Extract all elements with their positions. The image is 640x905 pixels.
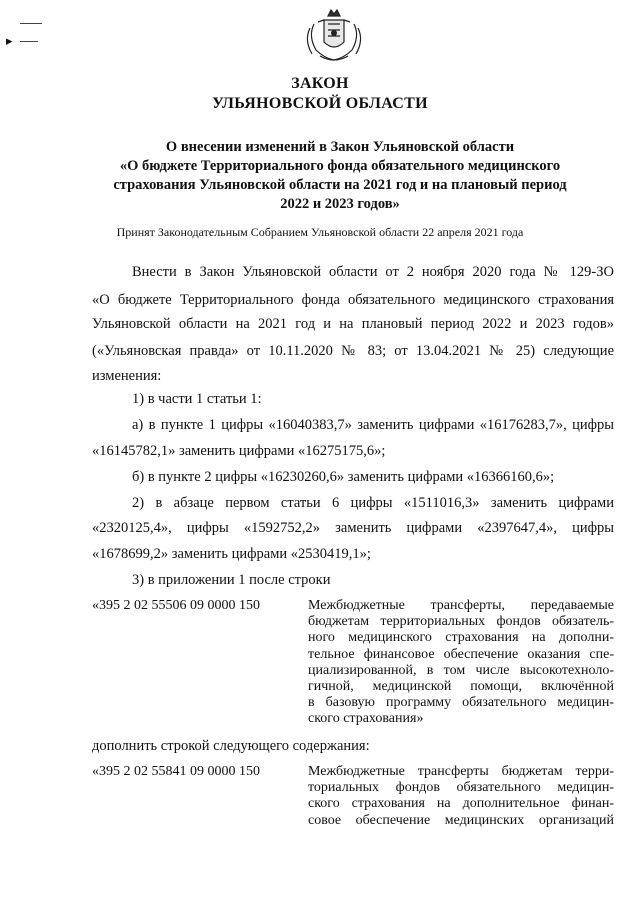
body-line: «16145782,1» заменить цифрами «16275175,6»;: [92, 443, 386, 459]
body-line: б) в пункте 2 цифры «16230260,6» заменить цифрами «16366160,6»;: [132, 469, 555, 485]
description-line: гичной, медицинской помощи, включённой: [308, 679, 614, 695]
description-line: циализированной, в том числе высокотехноло-: [308, 662, 614, 678]
law-title: [0, 74, 640, 114]
description-line: в базовую программу обязательного медицин-: [308, 695, 614, 711]
law-subject: [70, 138, 610, 214]
coat-of-arms-emblem: [302, 6, 366, 66]
body-line: 2) в абзаце первом статьи 6 цифры «1511016,3» заменить цифрами: [132, 495, 614, 511]
description-line: тельное финансовое обеспечение оказания спе-: [308, 646, 614, 662]
body-line: «1678699,2» заменить цифрами «2530419,1»;: [92, 546, 371, 562]
body-line: «2320125,4», цифры «1592752,2» заменить цифрами «2397647,4», цифры: [92, 520, 614, 536]
body-line: 1) в части 1 статьи 1:: [132, 391, 262, 407]
law-title-line: ЗАКОН: [291, 75, 349, 92]
budget-description: [308, 598, 614, 728]
subject-line: 2022 и 2023 годов»: [280, 196, 400, 212]
description-line: Межбюджетные трансферты бюджетам терри-: [308, 764, 614, 779]
body-line: «О бюджете Территориального фонда обязательного медицинского страхования: [92, 292, 614, 308]
law-title-line: УЛЬЯНОВСКОЙ ОБЛАСТИ: [212, 95, 428, 112]
body-line: изменения:: [92, 368, 162, 384]
description-line: ного медицинского страхования на дополни-: [308, 630, 614, 646]
description-line: ского страхования»: [308, 711, 424, 727]
budget-code: «395 2 02 55506 09 0000 150: [92, 598, 260, 613]
body-line: а) в пункте 1 цифры «16040383,7» заменить цифрами «16176283,7», цифры: [132, 417, 614, 433]
body-line: 3) в приложении 1 после строки: [132, 572, 331, 588]
margin-line: [20, 23, 42, 24]
subject-line: О внесении изменений в Закон Ульяновской области: [165, 139, 515, 155]
subject-line: страхования Ульяновской области на 2021 год и на плановый период: [113, 177, 567, 193]
body-line: Внести в Закон Ульяновской области от 2 ноября 2020 года № 129-ЗО: [132, 264, 614, 280]
description-line: ского страхования на дополнительное финан-: [308, 796, 614, 812]
description-line: Межбюджетные трансферты, передаваемые: [308, 598, 614, 613]
description-line: ториальных фондов обязательного медицин-: [308, 780, 614, 796]
description-line: совое обеспечение медицинских организаций: [308, 812, 614, 828]
body-line: («Ульяновская правда» от 10.11.2020 № 83; от 13.04.2021 № 25) следующие: [92, 343, 614, 359]
subject-line: «О бюджете Территориального фонда обязательного медицинского: [119, 158, 561, 174]
description-line: бюджетам территориальных фондов обязатель-: [308, 614, 614, 630]
budget-description: [308, 764, 614, 829]
budget-code: «395 2 02 55841 09 0000 150: [92, 764, 260, 779]
body-line: дополнить строкой следующего содержания:: [92, 738, 370, 754]
adoption-note: Принят Законодательным Собранием Ульяновской области 22 апреля 2021 года: [116, 225, 524, 239]
margin-line: [20, 41, 38, 42]
body-line: Ульяновской области на 2021 год и на плановый период 2022 и 2023 годов»: [92, 316, 614, 332]
margin-arrow-icon: ▸: [6, 33, 13, 48]
